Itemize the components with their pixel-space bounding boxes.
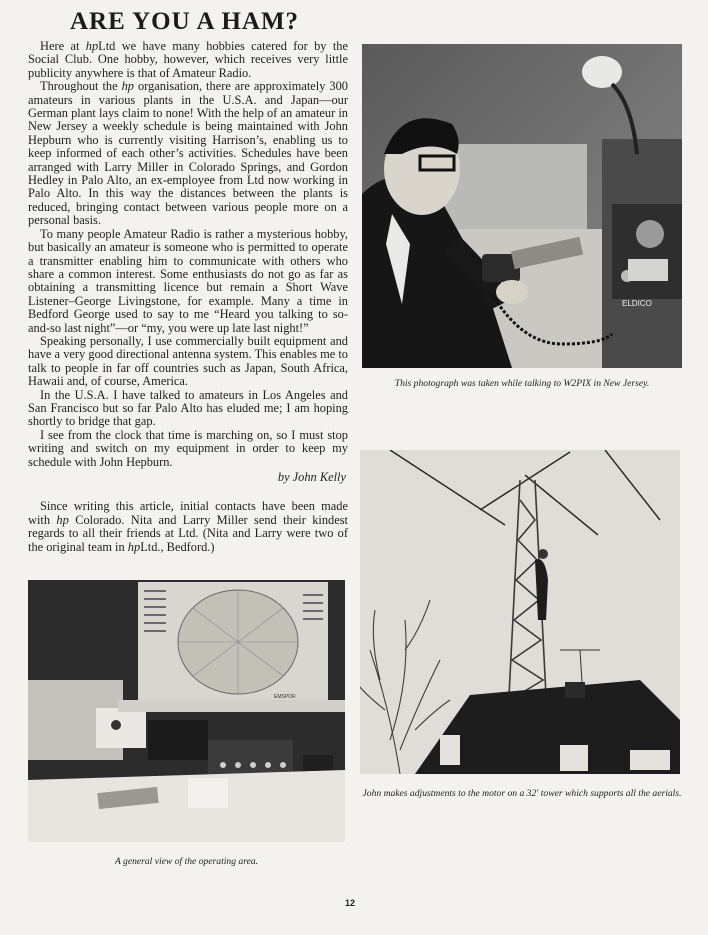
page-number: 12 (344, 898, 355, 908)
operating-area-photo (28, 580, 345, 842)
map-brand-label: EMSPOR (274, 694, 296, 700)
article-body (28, 40, 348, 554)
operator-photo (362, 44, 682, 368)
postscript-paragraph: Since writing this article, initial contacts have been made with hp Colorado. Nita and Larry Miller send their kindest regards to all their friends at Ltd. (Nita and Larry were two of the original team in hpLtd., Bedford.) (28, 499, 348, 554)
article-paragraph: Speaking personally, I use commercially built equipment and have a very good directional antenna system. This enables me to talk to people in far off countries such as Japan, South Africa, Hawaii and, of course, America. (28, 333, 348, 389)
article-paragraph: I see from the clock that time is marching on, so I must stop writing and switch on my equipment in order to keep my schedule with John Hepburn. (28, 427, 348, 469)
operating-area-photo-caption: A general view of the operating area. (114, 856, 259, 867)
article-paragraph: Throughout the hp organisation, there are approximately 300 amateurs in various plants in the U.S.A. and Japan—our German plant lays claim to none! With the help of an amateur in New Jersey a weekly schedule is being maintained with John Hepburn who is currently visiting Harrison’s, enabling us to keep informed of each other’s activities. Schedules have been arranged with Larry Miller in Colorado Springs, and Gordon Hedley in Palo Alto, an ex-employee from Ltd now working in Palo Alto. In this way the distances between the plants is reduced, bringing contact between various people more on a personal basis. (28, 79, 349, 228)
hp-logo-text: hp (127, 539, 141, 554)
article-paragraph: To many people Amateur Radio is rather a mysterious hobby, but basically an amateur is someone who is permitted to operate a transmitter enabling him to communicate with others who share a common interest. Some enthusiasts do not go as far as obtaining a transmitting licence but remain a Short Wave Listener–George Livingstone, for example. Many a time in Bedford George used to say to me “Heard you talking to so-and-so last night”—or “my, you were up late last night!” (28, 226, 348, 335)
radio-brand-label: ELDICO (622, 299, 652, 308)
hp-logo-text: hp (121, 79, 134, 94)
byline: by John Kelly (277, 470, 346, 484)
tower-photo-caption: John makes adjustments to the motor on a 32′ tower which supports all the aerials. (362, 788, 682, 799)
operator-photo-caption: This photograph was taken while talking to W2PIX in New Jersey. (394, 378, 650, 389)
hp-logo-text: hp (85, 39, 99, 53)
article-paragraph: In the U.S.A. I have talked to amateurs in Los Angeles and San Francisco but so far Palo Alto has eluded me; I am hoping shortly to bridge that gap. (28, 387, 348, 429)
article-paragraph: Here at hpLtd we have many hobbies catered for by the Social Club. One hobby, however, which receives very little publicity anywhere is that of Amateur Radio. (28, 39, 348, 80)
article-title: ARE YOU A HAM? (70, 8, 300, 35)
hp-logo-text: hp (56, 512, 69, 527)
tower-photo (360, 450, 680, 774)
